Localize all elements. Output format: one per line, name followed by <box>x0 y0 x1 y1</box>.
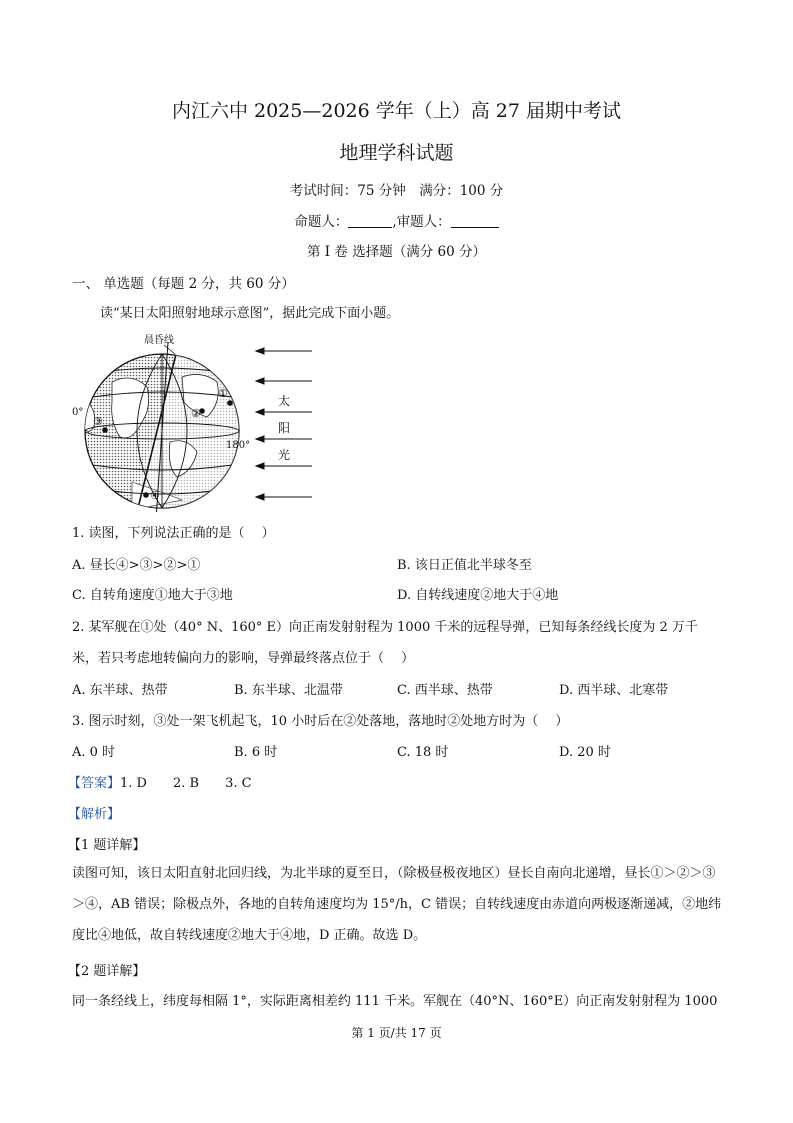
section-heading: 一、 单选题（每题 2 分，共 60 分） <box>72 276 295 292</box>
question-3-option-a: A. 0 时 <box>72 745 116 760</box>
globe <box>82 332 272 512</box>
detail-1-text: 读图可知，该日太阳直射北回归线，为北半球的夏至日，（除极昼极夜地区）昼长自南向北递增，昼长①＞②＞③＞④，AB 错误；除极点外，各地的自转角速度均为 15°/h，C 错误；自转线速度由赤道向两极逐渐递减，②地纬度比④地低，故自转线速度②地大于④地，D 正确。故选 D。 <box>72 866 722 943</box>
question-2-option-a: A. 东半球、热带 <box>72 683 168 698</box>
point-3-label: ③ <box>93 415 103 428</box>
question-1-option-c: C. 自转角速度①地大于③地 <box>72 588 233 603</box>
exam-info: 考试时间：75 分钟 满分：100 分 <box>289 183 504 199</box>
answer-line <box>68 772 252 791</box>
question-1-option-b: B. 该日正值北半球冬至 <box>397 558 532 573</box>
point-1-label: ① <box>218 387 228 400</box>
answer-label: 【答案】 <box>68 776 121 791</box>
question-2-option-b: B. 东半球、北温带 <box>234 683 343 698</box>
question-2-option-d: D. 西半球、北寒带 <box>559 683 669 698</box>
answer-3: 3. C <box>225 776 252 791</box>
question-1-stem: 1. 读图，下列说法正确的是（ ） <box>72 526 275 541</box>
volume-title: 第 I 卷 选择题（满分 60 分） <box>307 244 486 260</box>
terminator-label: 晨昏线 <box>144 335 174 346</box>
longitude-180-label: 180° <box>226 440 251 451</box>
sun-label-2: 阳 <box>278 421 291 435</box>
author-label: 命题人： <box>294 214 349 230</box>
answer-1: 1. D <box>120 776 147 791</box>
longitude-0-label: 0° <box>72 407 84 418</box>
point-4-label: ④ <box>150 489 160 502</box>
exam-title: 内江六中 2025—2026 学年（上）高 27 届期中考试 <box>171 100 622 122</box>
question-3-option-d: D. 20 时 <box>559 745 611 760</box>
question-3-option-c: C. 18 时 <box>397 745 449 760</box>
sun-illumination-figure <box>72 332 322 512</box>
page-number: 第 1 页/共 17 页 <box>351 1026 442 1040</box>
sun-label-1: 太 <box>278 394 291 408</box>
point-3-marker <box>102 427 108 433</box>
detail-2-text: 同一条经线上，纬度每相隔 1°，实际距离相差约 111 千米。军舰在（40°N、160°E）向正南发射射程为 1000 <box>72 994 718 1009</box>
section-intro: 读“某日太阳照射地球示意图”，据此完成下面小题。 <box>100 306 400 321</box>
detail-2-heading: 【2 题详解】 <box>68 964 146 979</box>
question-3-stem: 3. 图示时刻，③处一架飞机起飞，10 小时后在②处落地，落地时②处地方时为（ ） <box>72 714 569 729</box>
answer-2: 2. B <box>172 776 200 791</box>
author-blank <box>348 213 392 228</box>
subject-title: 地理学科试题 <box>339 142 454 164</box>
question-1-option-a: A. 昼长④>③>②>① <box>72 558 201 573</box>
point-4-marker <box>143 492 149 498</box>
question-2-option-c: C. 西半球、热带 <box>397 683 493 698</box>
sun-label-3: 光 <box>278 448 291 462</box>
reviewer-blank <box>451 213 499 228</box>
analysis-label: 【解析】 <box>68 807 121 822</box>
detail-1-heading: 【1 题详解】 <box>68 838 146 853</box>
question-1-option-d: D. 自转线速度②地大于④地 <box>397 588 559 603</box>
author-line <box>0 210 793 230</box>
question-2-stem-line2: 米，若只考虑地转偏向力的影响，导弹最终落点位于（ ） <box>72 651 415 666</box>
reviewer-label: ,审题人： <box>392 214 451 230</box>
point-1-marker <box>227 400 233 406</box>
question-3-option-b: B. 6 时 <box>234 745 278 760</box>
point-2-label: ② <box>191 407 201 420</box>
question-2-stem-line1: 2. 某军舰在①处（40° N、160° E）向正南发射射程为 1000 千米的远程导弹，已知每条经线长度为 2 万千 <box>72 620 698 635</box>
